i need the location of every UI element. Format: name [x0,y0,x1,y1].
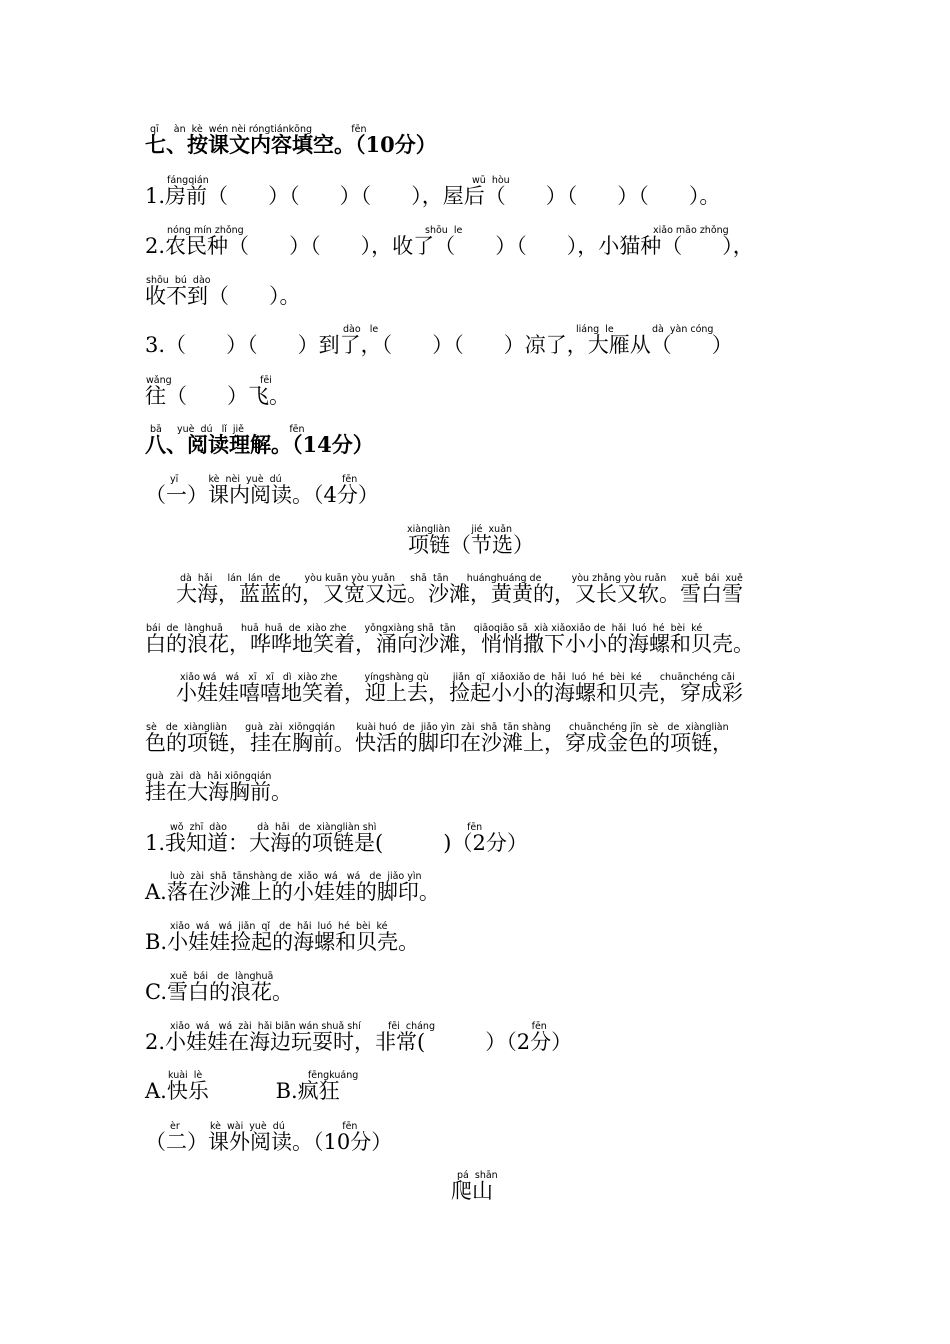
pinyin-annotation: xuě bái de lànghuā [170,971,274,982]
pinyin-annotation: xiǎo wá wá jiǎn qǐ de hǎi luó hé bèi ké [170,921,388,932]
pinyin-annotation: kuài lè fēngkuáng [168,1070,359,1081]
passage-line-4: 色的项链，挂在胸前。快活的脚印在沙滩上，穿成金色的项链， [145,731,733,755]
option-c: C.雪白的浪花。 [145,980,293,1004]
pinyin-annotation: fēi [260,375,272,386]
pinyin-annotation: liáng le [576,324,614,335]
pinyin-annotation: dào le [343,324,379,335]
question-2-continued: 收不到（ ）。 [145,284,301,308]
pinyin-annotation: shōu bú dào [146,275,211,286]
question-1: 1.房前（ ）（ ）（ ），屋后（ ）（ ）（ ）。 [145,184,721,208]
passage-line-5: 挂在大海胸前。 [145,780,292,804]
passage-title-2: 爬山 [451,1179,493,1203]
pinyin-annotation: pá shān [457,1170,498,1181]
part-heading-extra-reading: （二）课外阅读。（10分） [145,1130,393,1154]
option-b: B.小娃娃捡起的海螺和贝壳。 [145,930,420,954]
pinyin-annotation: wǒ zhī dào dà hǎi de xiàngliàn shì fēn [170,822,483,833]
pinyin-annotation: xiǎo māo zhǒng [653,225,729,236]
question-3: 3.（ ）（ ）到了，（ ）（ ）凉了，大雁从（ ） [145,333,733,357]
pinyin-annotation: xiàngliàn jié xuǎn [407,524,513,535]
pinyin-annotation: wǎng [146,375,172,386]
pinyin-annotation: xiǎo wá wá xī xī dì xiào zhe yíngshàng qù jiǎn qǐ xiǎoxiǎo de hǎi luó hé bèi ké chuānchéng cǎi [180,672,735,683]
section-heading-8: 八、阅读理解。（14分） [145,432,374,457]
question-2: 2.农民种（ ）（ ），收了（ ）（ ），小猫种（ ）， [145,234,754,258]
pinyin-annotation: dà hǎi lán lán de yòu kuān yòu yuǎn shā tān huánghuáng de yòu zhǎng yòu ruǎn xuě bái xuě [180,573,743,584]
passage-line-2: 白的浪花，哗哗地笑着，涌向沙滩，悄悄撒下小小的海螺和贝壳。 [145,632,754,656]
option-a: A.落在沙滩上的小娃娃的脚印。 [145,880,440,904]
pinyin-annotation: qī àn kè wén nèi róngtiánkōng fēn [150,124,367,135]
passage-title: 项链（节选） [408,533,534,557]
pinyin-annotation: luò zài shā tānshàng de xiǎo wá wá de jiǎo yìn [170,871,422,882]
passage-line-1: 大海，蓝蓝的，又宽又远。沙滩，黄黄的，又长又软。雪白雪 [176,582,743,606]
reading-question-2: 2.小娃娃在海边玩耍时，非常( ）（2分） [145,1030,573,1054]
pinyin-annotation: sè de xiàngliàn guà zài xiōngqián kuài huó de jiǎo yìn zài shā tān shàng chuānchéng jīn sè de xiàngliàn [146,722,729,733]
pinyin-annotation: yī kè nèi yuè dú fēn [170,474,358,485]
question-2-options: A.快乐 B.疯狂 [145,1079,340,1103]
part-heading-in-class-reading: （一）课内阅读。（4分） [145,483,379,507]
pinyin-annotation: bā yuè dú lǐ jiě fēn [150,424,305,435]
reading-question-1: 1.我知道：大海的项链是( )（2分） [145,831,528,855]
section-heading-7: 七、按课文内容填空。（10分） [145,132,437,157]
pinyin-annotation: èr kè wài yuè dú fēn [170,1121,358,1132]
pinyin-annotation: xiǎo wá wá zài hǎi biān wán shuǎ shí fēi cháng fēn [170,1021,547,1032]
question-3-continued: 往（ ）飞。 [145,384,291,408]
pinyin-annotation: bái de lànghuā huā huā de xiào zhe yǒngxiàng shā tān qiāoqiāo sā xià xiǎoxiǎo de hǎi luó hé bèi ké [146,623,703,634]
pinyin-annotation: dà yàn cóng [652,324,714,335]
pinyin-annotation: guà zài dà hǎi xiōngqián [146,771,272,782]
pinyin-annotation: shōu le [425,225,463,236]
passage-line-3: 小娃娃嘻嘻地笑着，迎上去，捡起小小的海螺和贝壳，穿成彩 [176,681,743,705]
pinyin-annotation: wū hòu [472,175,510,186]
pinyin-annotation: nóng mín zhǒng [167,225,244,236]
pinyin-annotation: fángqián [167,175,209,186]
